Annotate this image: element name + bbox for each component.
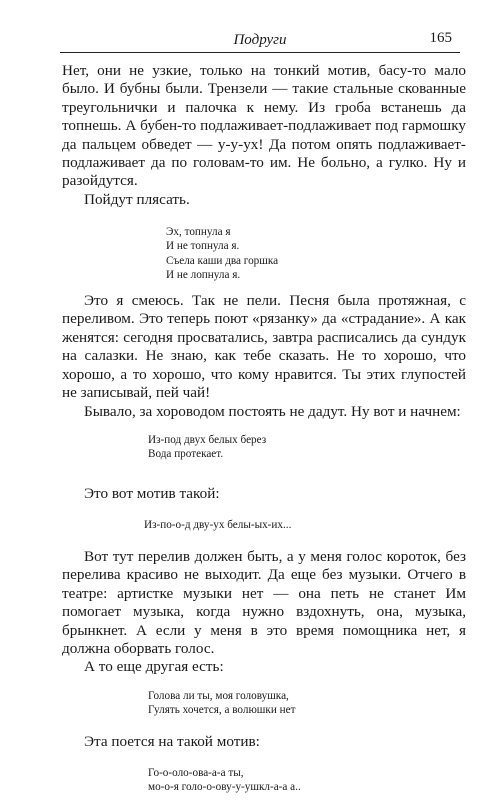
paragraph: А то еще другая есть: [84,658,224,676]
verse-block [148,433,466,461]
paragraph: Это вот мотив такой: [84,485,220,503]
verse-block [166,225,466,282]
verse-line: Гулять хочется, а волюшки нет [148,703,296,716]
verse-block [148,766,466,794]
page-body [62,62,466,794]
paragraph: Бывало, за хороводом постоять не дадут. Ну вот и начнем: [84,402,461,420]
verse-block [144,518,466,532]
paragraph: Нет, они не узкие, только на тонкий мотив, басу-то мало было. И бубны были. Трензели — такие стальные скованные треугольнички и палочка к нему. Из гроба встанешь да топнешь. А бубен-то подлаживает-подлаживает под гармошку да пальцем обведет — у-у-ух! Да потом опять подлаживает-подлаживает да по головам-то им. Не больно, а гулко. Ну и разойдутся. [62,62,466,190]
verse-line: мо-о-я голо-о-ову-у-ушкл-а-а а.. [148,780,301,793]
verse-line: И не лопнула я. [166,268,241,281]
verse-line: Из-под двух белых берез [148,433,267,446]
paragraph: Это я смеюсь. Так не пели. Песня была протяжная, с переливом. Это теперь поют «рязанку» да «страдание». А как женятся: сегодня просватались, завтра расписались да сундук на салазки. Не знаю, как тебе сказать. Не то хорошо, что хорошо, а то хорошо, что кому нравится. Ты этих глупостей не записывай, пей чай! [62,292,466,402]
page-header [60,24,460,54]
header-rule [60,52,460,53]
verse-block [148,689,466,717]
paragraph: Вот тут перелив должен быть, а у меня голос короток, без перелива красиво не выходит. Да еще без музыки. Отчего в театре: артистке музыки нет — она петь не станет Им помогает музыка, когда нужно вздохнуть, она, музыка, брынкнет. А если у меня в это время помощника нет, я должна оборвать голос. [62,547,466,657]
verse-line: Го-о-оло-ова-а-а ты, [148,766,244,779]
verse-line: Вода протекает. [148,448,224,461]
page-number: 165 [429,30,452,46]
verse-line: Голова ли ты, моя головушка, [148,689,289,702]
verse-line: Съела каши два горшка [166,254,279,267]
verse-line: И не топнула я. [166,240,240,253]
paragraph: Эта поется на такой мотив: [84,733,260,751]
paragraph: Пойдут плясать. [84,190,190,208]
verse-line: Эх, топнула я [166,226,231,239]
running-title: Подруги [233,32,287,48]
verse-line: Из-по-о-д дву-ух белы-ых-их... [144,518,292,531]
